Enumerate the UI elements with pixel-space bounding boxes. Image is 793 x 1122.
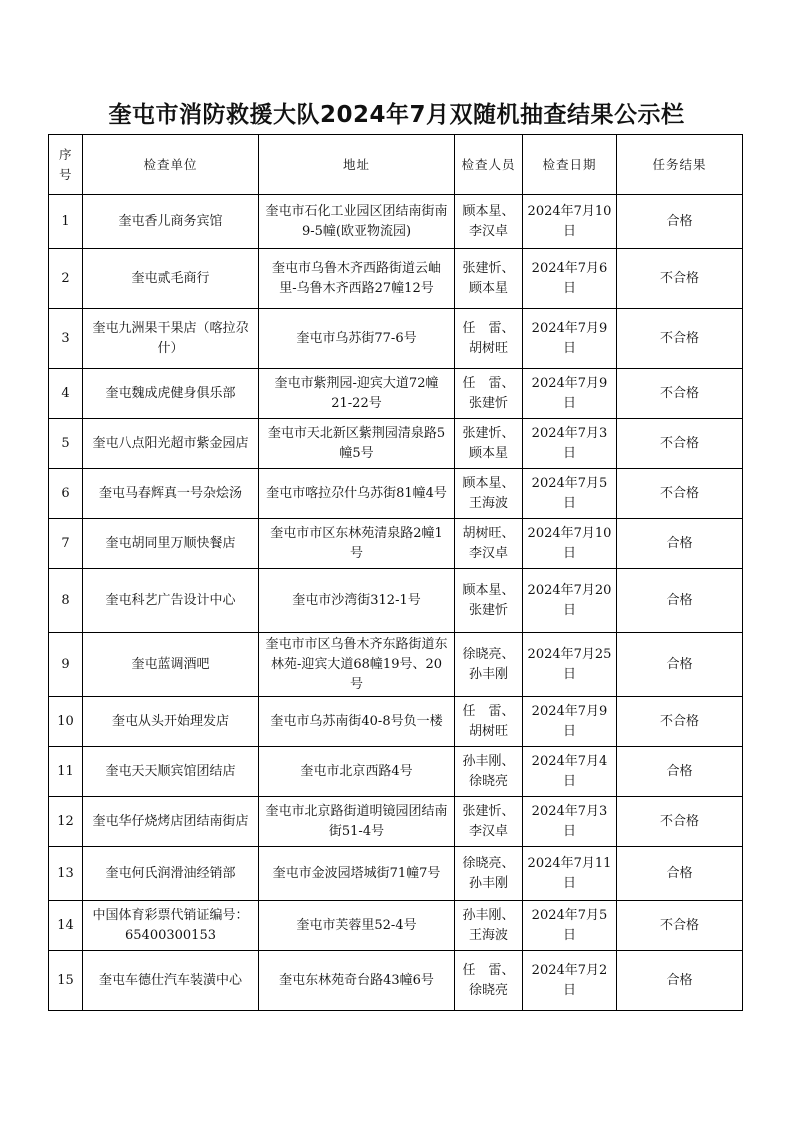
row-address: 奎屯市沙湾街312-1号 — [259, 569, 455, 633]
header-result: 任务结果 — [617, 135, 743, 195]
row-inspectors: 任 雷、胡树旺 — [455, 697, 523, 747]
header-inspectors: 检查人员 — [455, 135, 523, 195]
row-unit: 奎屯天天顺宾馆团结店 — [83, 747, 259, 797]
table-row — [49, 951, 743, 1011]
row-date: 2024年7月25日 — [523, 633, 617, 697]
row-result: 合格 — [617, 519, 743, 569]
row-inspectors: 张建忻、李汉卓 — [455, 797, 523, 847]
row-address: 奎屯市紫荆园-迎宾大道72幢21-22号 — [259, 369, 455, 419]
header-no: 序号 — [49, 135, 83, 195]
row-date: 2024年7月2日 — [523, 951, 617, 1011]
row-result: 不合格 — [617, 249, 743, 309]
row-no: 4 — [49, 369, 83, 419]
row-unit: 奎屯蓝调酒吧 — [83, 633, 259, 697]
row-no: 1 — [49, 195, 83, 249]
inspection-results-table — [48, 134, 743, 1011]
row-no: 5 — [49, 419, 83, 469]
row-unit: 奎屯贰毛商行 — [83, 249, 259, 309]
row-result: 不合格 — [617, 419, 743, 469]
row-no: 8 — [49, 569, 83, 633]
row-no: 10 — [49, 697, 83, 747]
row-unit: 奎屯马春辉真一号杂烩汤 — [83, 469, 259, 519]
row-date: 2024年7月9日 — [523, 309, 617, 369]
row-no: 14 — [49, 901, 83, 951]
row-result: 不合格 — [617, 797, 743, 847]
row-unit: 中国体育彩票代销证编号：65400300153 — [83, 901, 259, 951]
row-result: 不合格 — [617, 369, 743, 419]
row-unit: 奎屯八点阳光超市紫金园店 — [83, 419, 259, 469]
table-row — [49, 369, 743, 419]
row-address: 奎屯市北京西路4号 — [259, 747, 455, 797]
row-inspectors: 任 雷、徐晓亮 — [455, 951, 523, 1011]
row-address: 奎屯东林苑奇台路43幢6号 — [259, 951, 455, 1011]
table-row — [49, 195, 743, 249]
row-no: 11 — [49, 747, 83, 797]
row-no: 9 — [49, 633, 83, 697]
row-no: 15 — [49, 951, 83, 1011]
row-date: 2024年7月6日 — [523, 249, 617, 309]
row-no: 7 — [49, 519, 83, 569]
row-date: 2024年7月10日 — [523, 519, 617, 569]
row-inspectors: 顾本星、王海波 — [455, 469, 523, 519]
row-address: 奎屯市石化工业园区团结南街南9-5幢(欧亚物流园) — [259, 195, 455, 249]
table-row — [49, 847, 743, 901]
row-inspectors: 胡树旺、李汉卓 — [455, 519, 523, 569]
row-inspectors: 孙丰刚、王海波 — [455, 901, 523, 951]
row-result: 合格 — [617, 195, 743, 249]
table-row — [49, 249, 743, 309]
table-header-row — [49, 135, 743, 195]
row-date: 2024年7月11日 — [523, 847, 617, 901]
row-address: 奎屯市乌苏街77-6号 — [259, 309, 455, 369]
row-result: 不合格 — [617, 697, 743, 747]
row-result: 合格 — [617, 847, 743, 901]
row-no: 13 — [49, 847, 83, 901]
table-row — [49, 797, 743, 847]
row-address: 奎屯市市区乌鲁木齐东路街道东林苑-迎宾大道68幢19号、20号 — [259, 633, 455, 697]
row-date: 2024年7月5日 — [523, 469, 617, 519]
row-unit: 奎屯从头开始理发店 — [83, 697, 259, 747]
row-unit: 奎屯魏成虎健身俱乐部 — [83, 369, 259, 419]
row-date: 2024年7月10日 — [523, 195, 617, 249]
row-unit: 奎屯胡同里万顺快餐店 — [83, 519, 259, 569]
table-row — [49, 633, 743, 697]
row-address: 奎屯市芙蓉里52-4号 — [259, 901, 455, 951]
row-date: 2024年7月20日 — [523, 569, 617, 633]
header-date: 检查日期 — [523, 135, 617, 195]
row-inspectors: 徐晓亮、孙丰刚 — [455, 847, 523, 901]
row-date: 2024年7月4日 — [523, 747, 617, 797]
row-address: 奎屯市市区东林苑清泉路2幢1号 — [259, 519, 455, 569]
row-unit: 奎屯车德仕汽车装潢中心 — [83, 951, 259, 1011]
row-no: 3 — [49, 309, 83, 369]
table-row — [49, 697, 743, 747]
row-result: 不合格 — [617, 901, 743, 951]
table-row — [49, 469, 743, 519]
row-no: 12 — [49, 797, 83, 847]
row-result: 不合格 — [617, 469, 743, 519]
page-title: 奎屯市消防救援大队2024年7月双随机抽查结果公示栏 — [108, 102, 685, 128]
row-unit: 奎屯香儿商务宾馆 — [83, 195, 259, 249]
row-date: 2024年7月3日 — [523, 797, 617, 847]
header-address: 地址 — [259, 135, 455, 195]
row-unit: 奎屯何氏润滑油经销部 — [83, 847, 259, 901]
table-row — [49, 419, 743, 469]
row-date: 2024年7月9日 — [523, 369, 617, 419]
row-inspectors: 顾本星、张建忻 — [455, 569, 523, 633]
row-address: 奎屯市乌苏南街40-8号负一楼 — [259, 697, 455, 747]
row-inspectors: 任 雷、张建忻 — [455, 369, 523, 419]
row-unit: 奎屯九洲果干果店（喀拉尕什） — [83, 309, 259, 369]
row-result: 合格 — [617, 633, 743, 697]
row-inspectors: 任 雷、胡树旺 — [455, 309, 523, 369]
table-row — [49, 309, 743, 369]
row-date: 2024年7月5日 — [523, 901, 617, 951]
row-no: 2 — [49, 249, 83, 309]
table-row — [49, 747, 743, 797]
row-unit: 奎屯科艺广告设计中心 — [83, 569, 259, 633]
table-row — [49, 519, 743, 569]
row-date: 2024年7月3日 — [523, 419, 617, 469]
row-inspectors: 顾本星、李汉卓 — [455, 195, 523, 249]
row-date: 2024年7月9日 — [523, 697, 617, 747]
table-row — [49, 569, 743, 633]
table-row — [49, 901, 743, 951]
row-address: 奎屯市乌鲁木齐西路街道云岫里-乌鲁木齐西路27幢12号 — [259, 249, 455, 309]
row-inspectors: 徐晓亮、孙丰刚 — [455, 633, 523, 697]
row-result: 合格 — [617, 951, 743, 1011]
row-result: 合格 — [617, 569, 743, 633]
row-inspectors: 张建忻、顾本星 — [455, 419, 523, 469]
row-result: 不合格 — [617, 309, 743, 369]
row-address: 奎屯市北京路街道明镜园团结南街51-4号 — [259, 797, 455, 847]
row-inspectors: 孙丰刚、徐晓亮 — [455, 747, 523, 797]
header-unit: 检查单位 — [83, 135, 259, 195]
row-address: 奎屯市天北新区紫荆园清泉路5幢5号 — [259, 419, 455, 469]
row-result: 合格 — [617, 747, 743, 797]
row-unit: 奎屯华仔烧烤店团结南街店 — [83, 797, 259, 847]
row-address: 奎屯市金波园塔城街71幢7号 — [259, 847, 455, 901]
row-inspectors: 张建忻、顾本星 — [455, 249, 523, 309]
row-address: 奎屯市喀拉尕什乌苏街81幢4号 — [259, 469, 455, 519]
row-no: 6 — [49, 469, 83, 519]
